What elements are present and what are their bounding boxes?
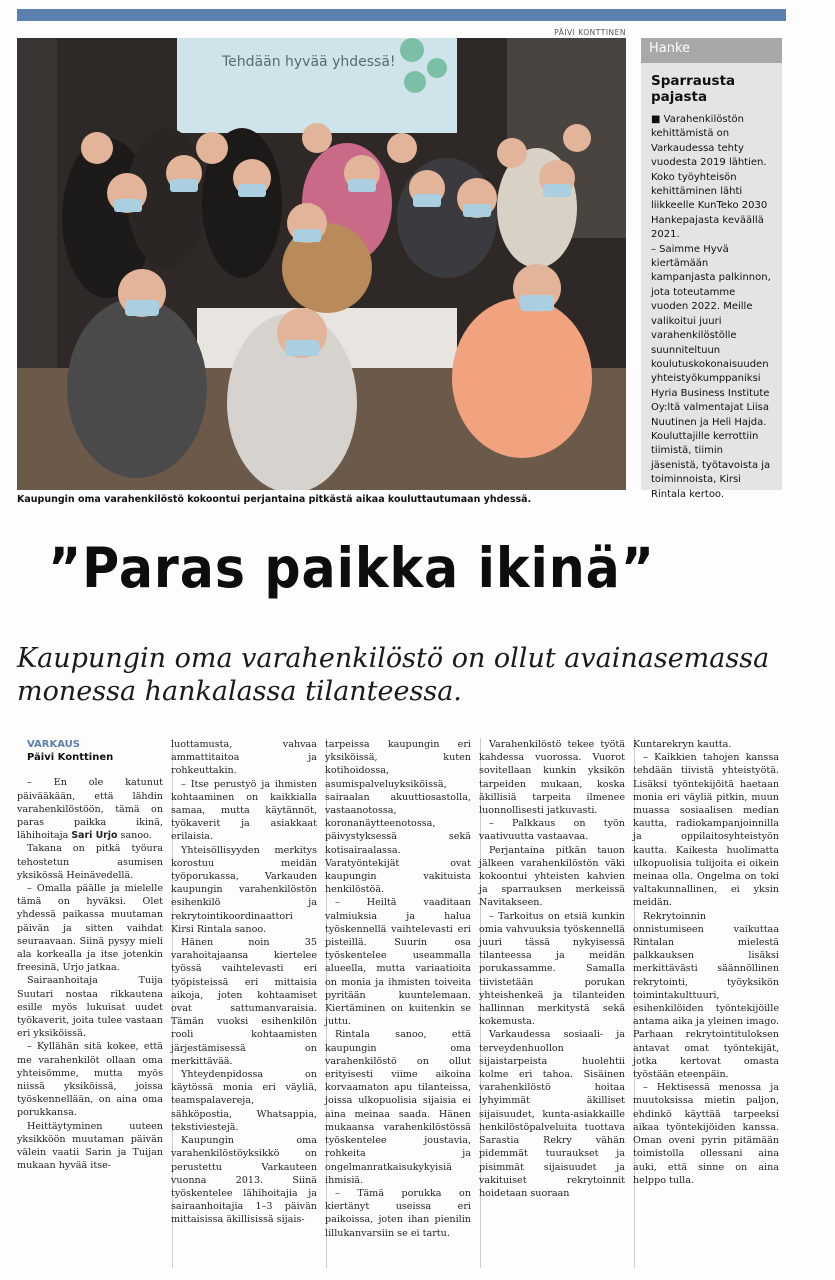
- paragraph: – Palkkaus on työn vaativuutta vastaavaa.: [479, 818, 625, 843]
- paragraph-bold: Sari Urjo: [71, 830, 118, 842]
- paragraph: Yhteydenpidossa on käytössä monia eri väyliä, teamspalavereja, sähköpostia, Whatsappia, tekstiviestejä.: [171, 1069, 317, 1133]
- article-column-5: [633, 738, 779, 1187]
- article-body: [17, 738, 787, 1268]
- sidebar-paragraph: ■ Varahenkilöstön kehittämistä on Varkaudessa tehty vuodesta 2019 lähtien. Koko työyhteisön kehittäminen lähti liikkeelle KunTeko 2030 Hankepajasta keväällä 2021.: [651, 114, 768, 241]
- paragraph: Rintala sanoo, että kaupungin oma varahenkilöstö on ollut erityisesti viime aikoina korvaamaton apu tilanteissa, joissa ulkopuolisia sijaisia ei aina meinaa saada. Hänen mukaansa varahenkilöstössä työskentelee joustavia, rohkeita ja ongelmanratkaisukykyisiä ihmisiä.: [325, 1029, 471, 1186]
- article-column-2: [171, 738, 317, 1227]
- paragraph: Varahenkilöstö tekee työtä kahdessa vuorossa. Vuorot sovitellaan kunkin yksikön tarpeiden mukaan, koska äkillisiä tarpeita ilmenee luonnollisesti jatkuvasti.: [479, 739, 625, 817]
- paragraph: Yhteisöllisyyden merkitys korostuu meidän työporukassa, Varkauden kaupungin varahenkilöstön esihenkilö ja rekrytointikoordinaattori Kirsi Rintala sanoo.: [171, 844, 317, 935]
- sidebar-title: Sparrausta pajasta: [651, 73, 736, 105]
- paragraph: Varkaudessa sosiaali- ja terveydenhuollon sijaistarpeista huolehtii kolme eri tahoa. Sisäinen varahenkilöstö hoitaa lyhyimmät äkilliset sijaisuudet, kunta-asiakkaille henkilöstöpalveluita tuottava Sarastia Rekry vähän pidemmät tuuraukset ja pisimmät sijaisuudet ja vakituiset rekrytoinnit hoidetaan suoraan: [479, 1029, 625, 1199]
- article-column-3: [325, 738, 471, 1240]
- photo-caption: Kaupungin oma varahenkilöstö kokoontui perjantaina pitkästä aikaa kouluttautumaan yhdessä.: [17, 494, 532, 505]
- paragraph: Perjantaina pitkän tauon jälkeen varahenkilöstön väki kokoontui yhteisten kahvien ja sparrauksen merkeissä Navitakseen.: [479, 844, 625, 909]
- paragraph: [17, 776, 163, 842]
- paragraph: Heittäytyminen uuteen yksikköön muutaman päivän välein vaatii Sarin ja Tuijan mukaan hyvää itse-: [17, 1120, 163, 1172]
- paragraph: – Tämä porukka on kiertänyt useissa eri paikoissa, joten ihan pienilin lillukanvarsiin se ei tartu.: [325, 1187, 471, 1239]
- paragraph-text: sanoo.: [117, 830, 152, 842]
- paragraph: – Tarkoitus on etsiä kunkin omia vahvuuksia työskennellä juuri tässä nykyisessä tilanteessa ja meidän porukassamme. Samalla tiivistetään porukan yhteishenkeä ja tilanteiden hallinnan merkitystä sekä kokemusta.: [479, 910, 625, 1028]
- group-photo-illustration: [17, 38, 626, 490]
- paragraph: tarpeissa kaupungin eri yksiköissä, kuten kotihoidossa, asumispalveluyksiköissä, sairaalan akuuttiosastolla, vastaanotossa, koronanäytteenotossa, päivystyksessä sekä kotisairaalassa. Varatyöntekijät ovat kaupungin vakituista henkilöstöä.: [325, 739, 471, 896]
- sidebar-paragraph: – Saimme Hyvä kiertämään kampanjasta palkinnon, jota toteutamme vuoden 2022. Meille valikoitui juuri varahenkilöstölle suunniteltuun koulutuskokonaisuuden yhteistyökumppaniksi Hyria Business Institute Oy:ltä valmentajat Liisa Nuutinen ja Heli Hajda. Kouluttajille kerrottiin tiimistä, tiimin jäsenistä, työtavoista ja toiminnoista, Kirsi Rintala kertoo.: [651, 243, 771, 500]
- paragraph: – Kyllähän sitä kokee, että me varahenkilöt ollaan oma yhteisömme, mutta myös niissä yksiköissä, joissa työskennellään, on aina oma porukkansa.: [17, 1041, 163, 1119]
- group-photo: [17, 38, 626, 490]
- paragraph: Kaupungin oma varahenkilöstöyksikkö on perustettu Varkauteen vuonna 2013. Siinä työskentelee lähihoitajia ja sairaanhoitajia 1–3 päivän mittaisissa äkillisissä sijais-: [171, 1135, 317, 1226]
- paragraph: – Kaikkien tahojen kanssa tehdään tiivistä yhteistyötä. Lisäksi työntekijöitä haetaan monia eri väyliä pitkin, muun muassa sosiaalisen median kautta, radiokampanjoinnilla ja oppilaitosyhteistyön kautta. Kaikesta huolimatta ulkopuolisia tulijoita ei oikein meinaa olla. Ongelma on toki valtakunnallinen, ei yksin meidän.: [633, 752, 779, 909]
- paragraph: – Heiltä vaaditaan valmiuksia ja halua työskennellä vaihtelevasti eri pisteillä. Suurin osa työskentelee useammalla alueella, mutta variaatioita on monia ja ihmisten toiveita pyritään kuuntelemaan. Kiertäminen on kuitenkin se juttu.: [325, 897, 471, 1028]
- paragraph: – Omalla päälle ja mielelle tämä on hyväksi. Olet yhdessä paikassa muutaman päivän ja sitten vaihdat seuraavaan. Siinä pysyy mieli ala korkealla ja itse jotenkin freesinä, Urjo jatkaa.: [17, 883, 163, 974]
- paragraph: luottamusta, vahvaa ammattitaitoa ja rohkeuttakin.: [171, 739, 317, 777]
- paragraph: Hänen noin 35 varahoitajaansa kiertelee työssä vaihtelevasti eri työpisteissä eri mittaisia aikoja, joten kohtaamiset ovat sattumanvaraisia. Tämän vuoksi esihenkilön rooli kohtaamisten järjestämisessä on merkittävää.: [171, 937, 317, 1067]
- photo-credit: PÄIVI KONTTINEN: [554, 28, 626, 37]
- sidebar-body: [641, 111, 782, 504]
- headline: ”Paras paikka ikinä”: [48, 536, 655, 600]
- paragraph: Takana on pitkä työura tehostetun asumisen yksikössä Heinävedellä.: [17, 843, 163, 881]
- sidebar-header: Hanke: [641, 38, 782, 63]
- paragraph: Rekrytoinnin onnistumiseen vaikuttaa Rintalan mielestä palkkauksen lisäksi merkittävästi säännöllinen rekrytointi, työyksikön toimintakulttuuri, esihenkilöiden työntekijöille antama aika ja yleinen imago. Parhaan rekrytointituloksen antavat omat työntekijät, jotka kertovat omasta työstään eteenpäin.: [633, 910, 779, 1081]
- paragraph-text: – En ole katunut päivääkään, että lähdin varahenkilöstöön, tämä on paras paikka ikinä, lähihoitaja: [17, 777, 163, 842]
- top-color-bar: [17, 9, 786, 21]
- byline-place: VARKAUS: [27, 739, 81, 750]
- paragraph: Kuntarekryn kautta.: [633, 739, 732, 750]
- paragraph: – Hektisessä menossa ja muutoksissa mietin paljon, ehdinkö käyttää tarpeeksi aikaa työntekijöiden kanssa. Oman oveni pyrin pitämään toimistolla ollessani aina auki, että sinne on aina helppo tulla.: [633, 1082, 779, 1186]
- subheadline: Kaupungin oma varahenkilöstö on ollut avainasemassa monessa hankalassa tilanteessa.: [17, 643, 770, 707]
- screen-text: Tehdään hyvää yhdessä!: [222, 54, 396, 70]
- byline-author: Päivi Konttinen: [27, 752, 114, 764]
- article-column-4: [479, 738, 625, 1200]
- paragraph: Sairaanhoitaja Tuija Suutari nostaa rikkautena esille myös lukuisat uudet työkaverit, joita tulee vastaan eri yksiköissä.: [17, 975, 163, 1040]
- paragraph: – Itse perustyö ja ihmisten kohtaaminen on kaikkialla samaa, mutta käytännöt, työkaverit ja asiakkaat erilaisia.: [171, 778, 317, 843]
- sidebar-box: [641, 38, 782, 500]
- article-column-1: [17, 738, 163, 1173]
